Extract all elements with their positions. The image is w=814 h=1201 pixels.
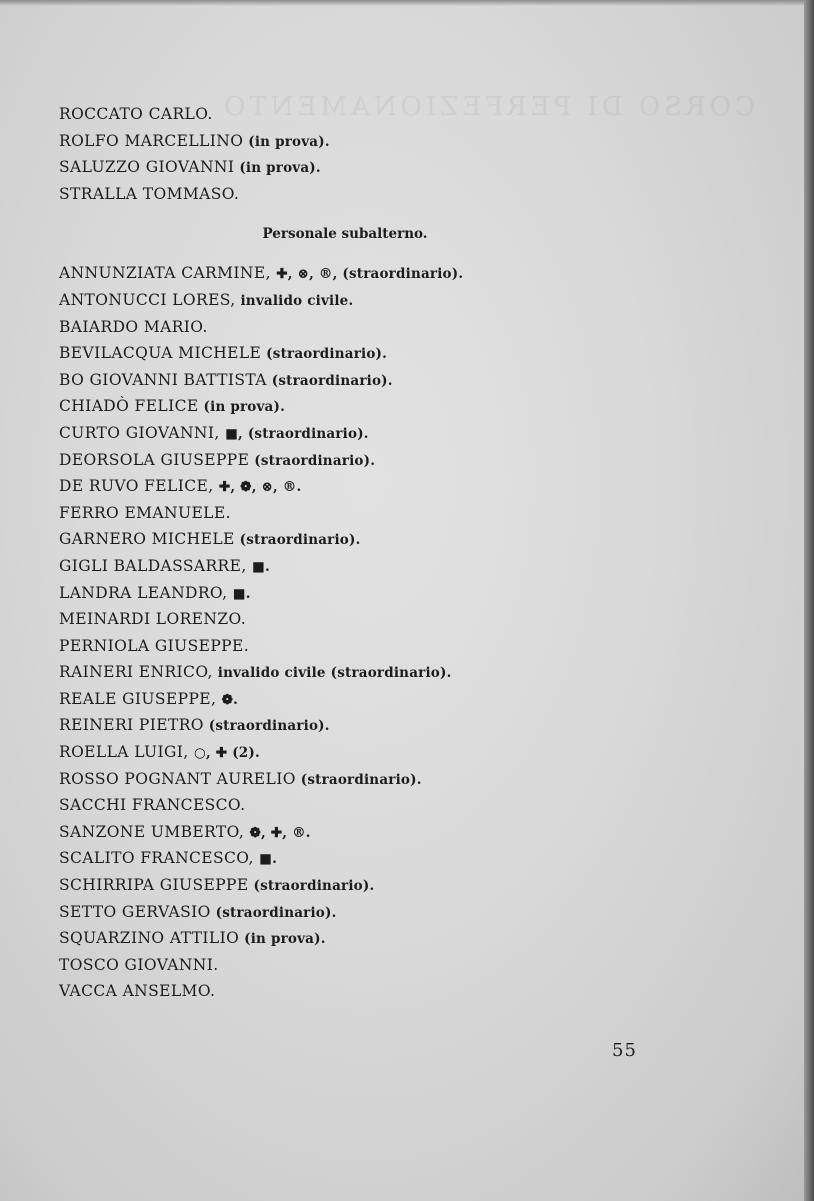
staff-list-subalterno [59, 260, 699, 1005]
staff-entry [59, 367, 699, 394]
section-heading: Personale subalterno. [262, 226, 428, 243]
section-heading-row [59, 207, 699, 260]
staff-name: RAINERI ENRICO, [59, 663, 213, 682]
staff-note: (straordinario). [203, 718, 330, 735]
staff-name: GARNERO MICHELE [59, 530, 235, 549]
staff-name: FERRO EMANUELE. [59, 503, 231, 522]
staff-note: (straordinario). [248, 878, 375, 895]
staff-note: (in prova). [243, 133, 330, 150]
staff-note: (straordinario). [210, 904, 337, 921]
staff-note: ■. [252, 558, 270, 575]
staff-entry [59, 420, 699, 447]
staff-note: ✚, ❁, ⊗, ®. [218, 479, 302, 496]
staff-name: SCALITO FRANCESCO, [59, 849, 260, 868]
staff-entry [59, 872, 699, 899]
staff-name: REALE GIUSEPPE, [59, 689, 222, 708]
staff-note: ✚, ⊗, ®, (straordinario). [276, 266, 464, 283]
staff-name: ANTONUCCI LORES, [59, 290, 236, 309]
staff-entry [59, 260, 699, 287]
staff-name: SANZONE UMBERTO, [59, 822, 250, 841]
staff-note: (straordinario). [295, 771, 422, 788]
staff-note: (straordinario). [249, 452, 376, 469]
staff-entry [59, 580, 699, 607]
staff-entry [59, 739, 699, 766]
staff-entry [59, 792, 699, 819]
staff-note: ■, (straordinario). [225, 425, 369, 442]
staff-entry [59, 686, 699, 713]
staff-entry [59, 447, 699, 474]
staff-entry [59, 925, 699, 952]
staff-note: ❁. [221, 691, 239, 708]
staff-name: ROCCATO CARLO. [59, 105, 213, 123]
staff-entry [59, 712, 699, 739]
staff-entry [59, 101, 699, 128]
staff-note: (straordinario). [234, 532, 361, 549]
staff-name: DE RUVO FELICE, [59, 477, 219, 496]
staff-note: ○, ✚ (2). [194, 745, 260, 762]
staff-name: LANDRA LEANDRO, [59, 583, 233, 602]
staff-entry [59, 978, 699, 1005]
staff-list [59, 101, 699, 1005]
staff-entry [59, 526, 699, 553]
staff-entry [59, 181, 699, 208]
show-through-text: CORSO DI PERFEZIONAMENTO [220, 92, 755, 122]
page-top-shadow [0, 0, 814, 6]
staff-name: MEINARDI LORENZO. [59, 610, 247, 629]
staff-name: BAIARDO MARIO. [59, 317, 208, 336]
staff-entry [59, 473, 699, 500]
staff-name: GIGLI BALDASSARRE, [59, 556, 252, 575]
staff-name: SQUARZINO ATTILIO [59, 929, 240, 948]
staff-name: SCHIRRIPA GIUSEPPE [59, 876, 249, 895]
staff-note: invalido civile (straordinario). [212, 665, 452, 682]
staff-entry [59, 553, 699, 580]
staff-entry [59, 340, 699, 367]
staff-list-top [59, 101, 699, 207]
staff-note: (in prova). [239, 931, 326, 948]
staff-name: ROSSO POGNANT AURELIO [59, 769, 296, 788]
page-number: 55 [612, 1040, 637, 1061]
staff-note: ■. [259, 851, 278, 868]
staff-name: REINERI PIETRO [59, 716, 204, 735]
staff-name: CURTO GIOVANNI, [59, 423, 226, 442]
staff-entry [59, 952, 699, 979]
staff-name: CHIADÒ FELICE [59, 397, 199, 416]
staff-name: STRALLA TOMMASO. [59, 184, 240, 203]
staff-entry [59, 845, 699, 872]
staff-entry [59, 659, 699, 686]
staff-name: ANNUNZIATA CARMINE, [59, 264, 277, 283]
staff-name: SALUZZO GIOVANNI [59, 158, 235, 177]
staff-note: invalido civile. [235, 292, 354, 309]
staff-entry [59, 500, 699, 527]
staff-name: VACCA ANSELMO. [59, 982, 216, 1001]
staff-name: BO GIOVANNI BATTISTA [59, 370, 267, 389]
staff-name: TOSCO GIOVANNI. [59, 955, 219, 974]
staff-entry [59, 899, 699, 926]
page-binding-shadow [804, 0, 814, 1201]
staff-entry [59, 393, 699, 420]
staff-note: (straordinario). [261, 346, 388, 363]
staff-note: (in prova). [198, 399, 285, 416]
staff-entry [59, 766, 699, 793]
staff-name: SETTO GERVASIO [59, 902, 211, 921]
staff-name: SACCHI FRANCESCO. [59, 796, 246, 815]
staff-name: PERNIOLA GIUSEPPE. [59, 636, 250, 655]
staff-entry [59, 154, 699, 181]
staff-name: ROELLA LUIGI, [59, 743, 194, 762]
staff-entry [59, 819, 699, 846]
staff-name: ROLFO MARCELLINO [59, 131, 244, 150]
staff-note: ❁, ✚, ®. [249, 824, 311, 841]
staff-note: (straordinario). [266, 372, 393, 389]
staff-name: BEVILACQUA MICHELE [59, 344, 262, 363]
staff-entry [59, 287, 699, 314]
staff-entry [59, 633, 699, 660]
staff-entry [59, 314, 699, 341]
staff-entry [59, 606, 699, 633]
staff-name: DEORSOLA GIUSEPPE [59, 450, 250, 469]
staff-entry [59, 128, 699, 155]
staff-note: (in prova). [234, 160, 321, 177]
staff-note: ■. [232, 585, 251, 602]
